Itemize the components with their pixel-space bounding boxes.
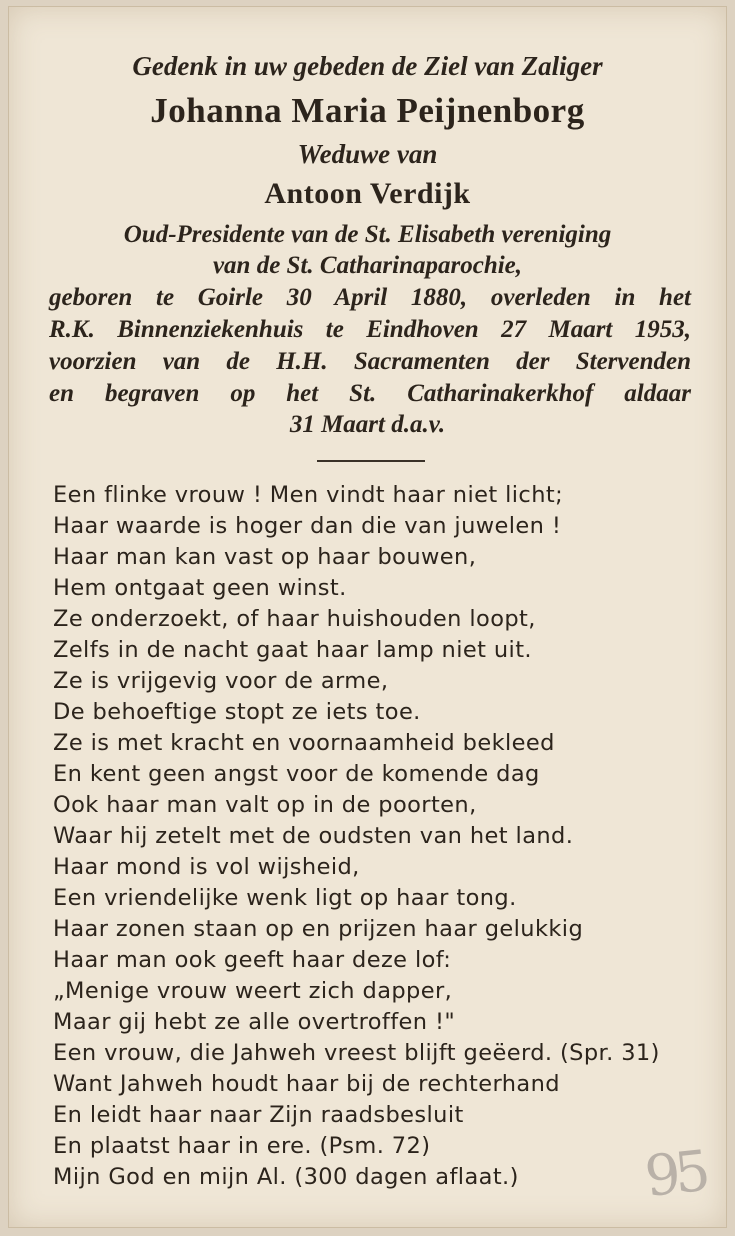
poem-line: Zelfs in de nacht gaat haar lamp niet uit. (53, 637, 532, 663)
intro-line: Gedenk in uw gebeden de Ziel van Zaliger (132, 51, 603, 81)
widow-of-line: Weduwe van (297, 139, 438, 169)
poem-line: Ook haar man valt op in de poorten, (53, 792, 477, 818)
poem-line: Haar mond is vol wijsheid, (53, 854, 360, 880)
poem-line: Haar man ook geeft haar deze lof: (53, 947, 452, 973)
poem-line: Ze is vrijgevig voor de arme, (53, 668, 389, 694)
poem-line: „Menige vrouw weert zich dapper, (53, 978, 453, 1004)
poem-line: Mijn God en mijn Al. (300 dagen aflaat.) (53, 1164, 519, 1190)
bio-line-5: 31 Maart d.a.v. (289, 411, 446, 438)
poem-line: Haar man kan vast op haar bouwen, (53, 544, 477, 570)
poem-line: En kent geen angst voor de komende dag (53, 761, 540, 787)
bio-line-2: R.K. Binnenziekenhuis te Eindhoven 27 Maart 1953, (49, 316, 691, 343)
poem-line: Hem ontgaat geen winst. (53, 575, 347, 601)
pencil-mark: 95 (641, 1139, 708, 1210)
poem-line: En plaatst haar in ere. (Psm. 72) (53, 1133, 431, 1159)
poem-line: Ze is met kracht en voornaamheid bekleed (53, 730, 555, 756)
deceased-name: Johanna Maria Peijnenborg (150, 91, 585, 130)
role-line-1: Oud-Presidente van de St. Elisabeth vereniging (123, 221, 612, 248)
poem-line: Haar zonen staan op en prijzen haar gelukkig (53, 916, 584, 942)
role-line-2: van de St. Catharinaparochie, (212, 252, 523, 279)
poem-line: Een flinke vrouw ! Men vindt haar niet licht; (53, 482, 564, 508)
divider-line (317, 460, 425, 462)
poem-line: Een vriendelijke wenk ligt op haar tong. (53, 885, 517, 911)
husband-name: Antoon Verdijk (264, 177, 471, 210)
poem-line: En leidt haar naar Zijn raadsbesluit (53, 1102, 464, 1128)
memorial-card (8, 6, 727, 1228)
poem-line: Haar waarde is hoger dan die van juwelen ! (53, 513, 562, 539)
poem-line: Een vrouw, die Jahweh vreest blijft geëerd. (Spr. 31) (53, 1040, 660, 1066)
poem-line: Want Jahweh houdt haar bij de rechterhand (53, 1071, 560, 1097)
poem-line: Ze onderzoekt, of haar huishouden loopt, (53, 606, 536, 632)
bio-line-3: voorzien van de H.H. Sacramenten der Stervenden (49, 348, 691, 375)
bio-line-1: geboren te Goirle 30 April 1880, overleden in het (49, 284, 691, 311)
poem-line: Waar hij zetelt met de oudsten van het land. (53, 823, 574, 849)
poem-line: Maar gij hebt ze alle overtroffen !" (53, 1009, 456, 1035)
poem-line: De behoeftige stopt ze iets toe. (53, 699, 421, 725)
bio-line-4: en begraven op het St. Catharinakerkhof aldaar (49, 380, 691, 407)
